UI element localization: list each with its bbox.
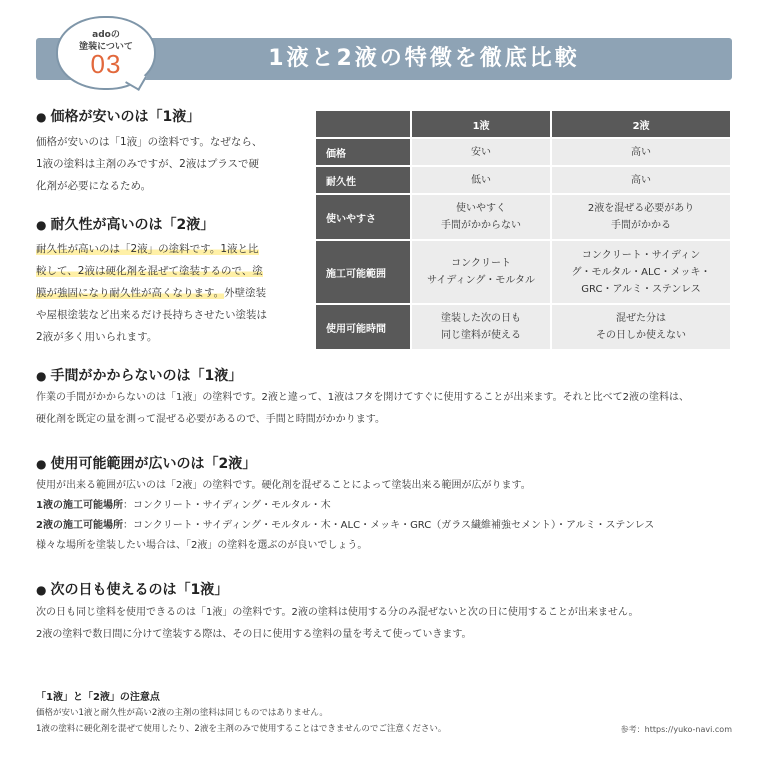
price-line-1: 価格が安いのは「1液」の塗料です。なぜなら、 [36,136,263,148]
nextday-heading: ● 次の日も使えるのは「1液」 [36,579,228,599]
price-line-2: 1液の塗料は主剤のみですが、2液はプラスで硬 [36,158,260,170]
notes-line-2: 1液の塗料に硬化剤を混ぜて使用したり、2液を主剤のみで使用することはできませんのでご注意ください。 [36,724,447,734]
notes-line-1: 価格が安い1液と耐久性が高い2液の主剤の塗料は同じものではありません。 [36,708,328,718]
table-row [316,241,730,303]
cell-price-2liquid: 高い [552,139,730,165]
nextday-line-2: 2液の塗料で数日間に分けて塗装する際は、その日に使用する塗料の量を考えて使っていきます。 [36,629,472,640]
price-text [36,131,298,197]
effort-line-1: 作業の手間がかからないのは「1液」の塗料です。2液と違って、1液はフタを開けてすぐに使用することが出来ます。それと比べて2液の塗料は、 [36,392,689,403]
table-corner [316,111,410,137]
comparison-table [314,109,732,351]
badge-line-2: 塗装について [79,42,133,52]
cell-usability-1liquid: 使いやすく 手間がかからない [412,195,550,239]
row-label-range: 施工可能範囲 [316,241,410,303]
range-label-2liquid: 2液の施工可能場所 [36,520,123,531]
nextday-line-1: 次の日も同じ塗料を使用できるのは「1液」の塗料です。2液の塗料は使用する分のみ混ぜないと次の日に使用することが出来ません。 [36,607,639,618]
durability-highlight-1: 耐久性が高いのは「2液」の塗料です。1液と比 [36,243,259,255]
table-row [316,195,730,239]
table-header-1liquid: 1液 [412,111,550,137]
cell-potlife-1liquid: 塗装した次の日も 同じ塗料が使える [412,305,550,349]
badge-line-1: adoの [92,30,120,40]
price-line-3: 化剤が必要になるため。 [36,180,152,192]
durability-line-4: や屋根塗装など出来るだけ長持ちさせたい塗装は [36,309,267,321]
cell-usability-2liquid: 2液を混ぜる必要があり 手間がかかる [552,195,730,239]
row-label-price: 価格 [316,139,410,165]
table-row [316,139,730,165]
nextday-text [36,602,736,646]
durability-line-3-rest: 外壁塗装 [224,287,267,299]
durability-highlight-3: 膜が強固になり耐久性が高くなります。 [36,287,225,299]
range-line-1: 使用が出来る範囲が広いのは「2液」の塗料です。硬化剤を混ぜることによって塗装出来る範囲が広がります。 [36,480,531,491]
cell-durability-2liquid: 高い [552,167,730,193]
badge-number: 03 [90,49,122,79]
range-heading: ● 使用可能範囲が広いのは「2液」 [36,453,256,473]
table-row [316,167,730,193]
cell-durability-1liquid: 低い [412,167,550,193]
range-line-4: 様々な場所を塗装したい場合は、「2液」の塗料を選ぶのが良いでしょう。 [36,540,368,551]
price-heading: ● 価格が安いのは「1液」 [36,106,200,126]
page-title: 1液と2液の特徴を徹底比較 [268,46,580,71]
table-header-2liquid: 2液 [552,111,730,137]
durability-heading: ● 耐久性が高いのは「2液」 [36,214,214,234]
notes-title: 「1液」と「2液」の注意点 [36,692,160,703]
row-label-usability: 使いやすさ [316,195,410,239]
range-label-1liquid: 1液の施工可能場所 [36,500,123,511]
range-text-2liquid: ：コンクリート・サイディング・モルタル・木・ALC・メッキ・GRC（ガラス繊維補強セメント）・アルミ・ステンレス [122,520,655,531]
cell-range-2liquid: コンクリート・サイディン グ・モルタル・ALC・メッキ・ GRC・アルミ・ステンレス [552,241,730,303]
table-row [316,305,730,349]
cell-potlife-2liquid: 混ぜた分は その日しか使えない [552,305,730,349]
row-label-durability: 耐久性 [316,167,410,193]
effort-heading: ● 手間がかからないのは「1液」 [36,365,242,385]
range-text [36,476,736,556]
source-reference: 参考：https://yuko-navi.com [620,725,732,734]
durability-line-5: 2液が多く用いられます。 [36,331,158,343]
row-label-pot-life: 使用可能時間 [316,305,410,349]
durability-highlight-2: 較して、2液は硬化剤を混ぜて塗装するので、塗 [36,265,263,277]
cell-price-1liquid: 安い [412,139,550,165]
durability-text [36,238,298,348]
effort-line-2: 硬化剤を既定の量を測って混ぜる必要があるので、手間と時間がかかります。 [36,414,385,425]
cell-range-1liquid: コンクリート サイディング・モルタル [412,241,550,303]
effort-text [36,387,736,431]
range-text-1liquid: ：コンクリート・サイディング・モルタル・木 [122,500,331,511]
